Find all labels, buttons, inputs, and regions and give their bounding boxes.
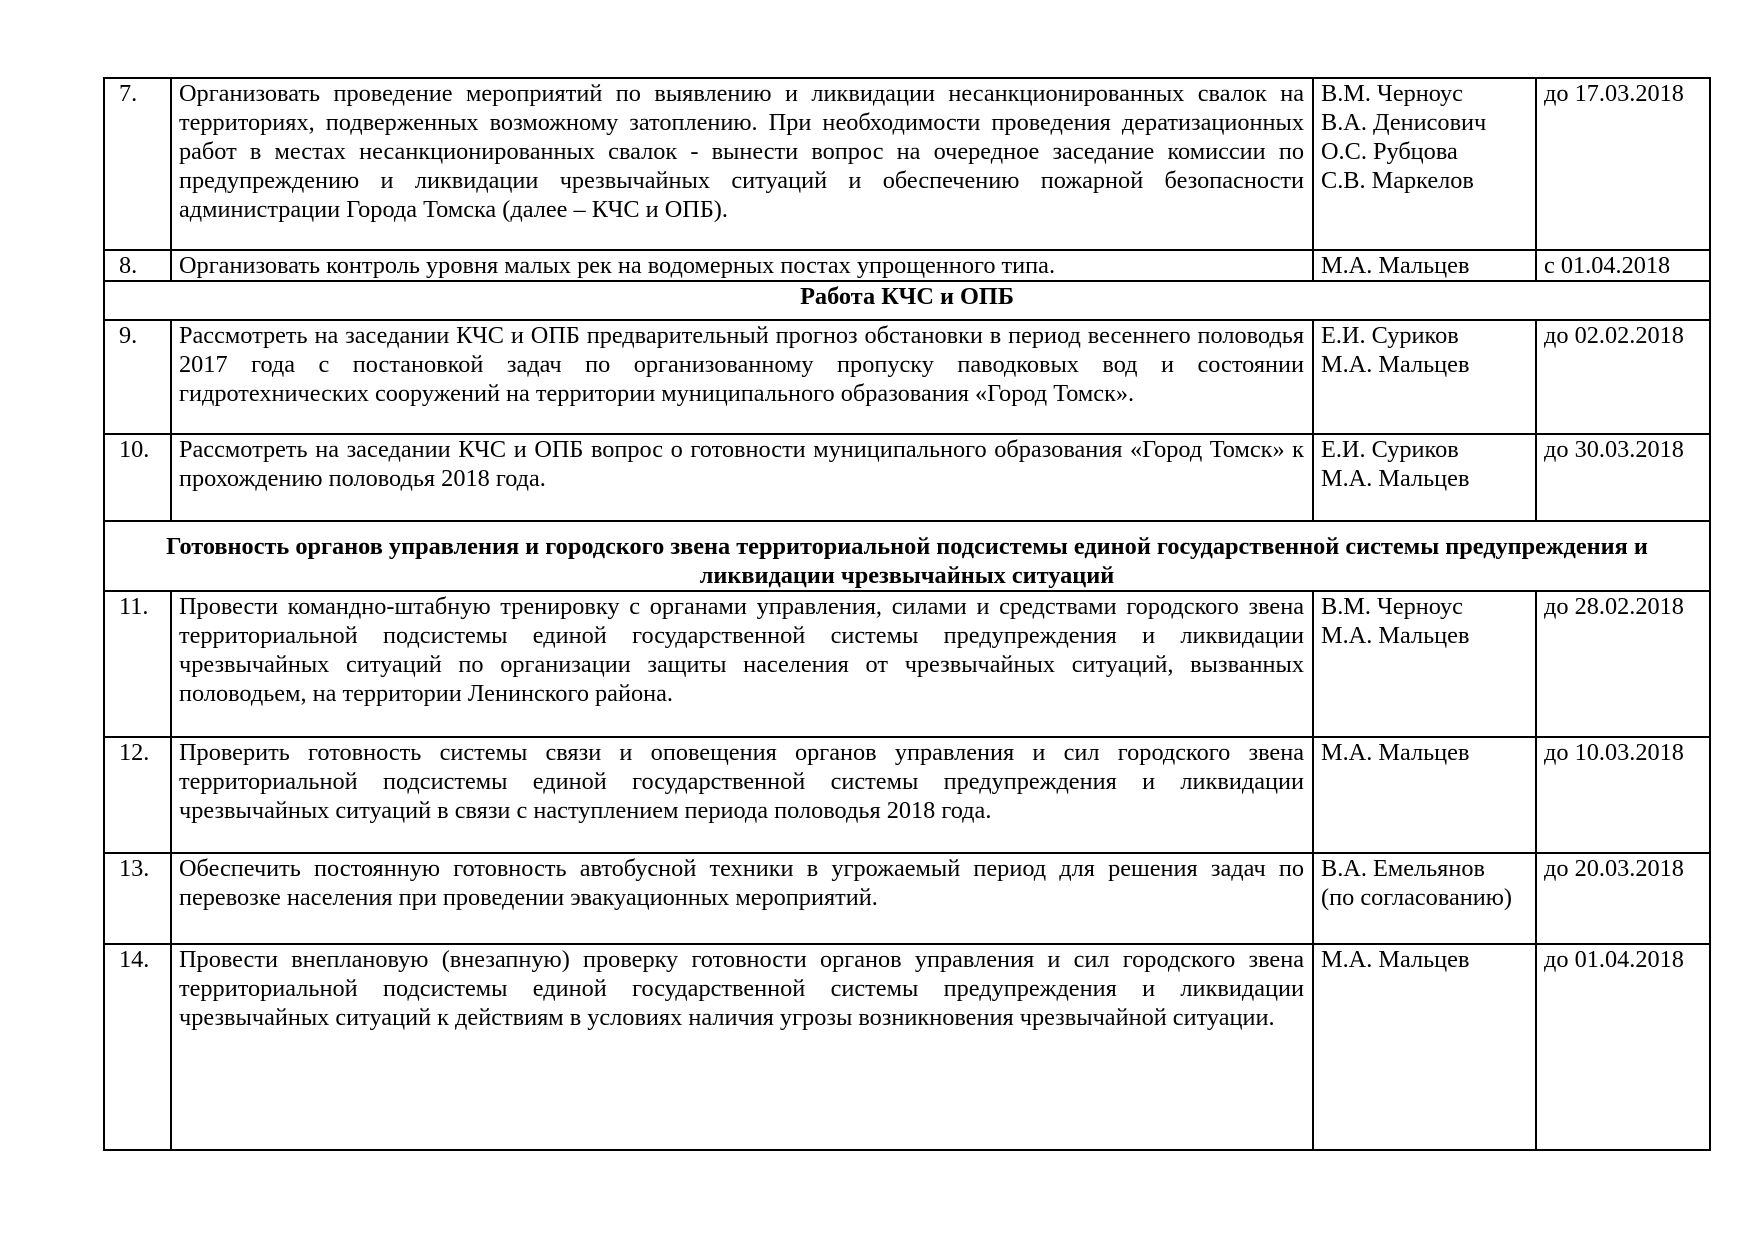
- responsible-name: С.В. Маркелов: [1321, 167, 1474, 194]
- task-text: Проверить готовность системы связи и оповещения органов управления и сил городского звена территориальной подсистемы единой государственной системы предупреждения и ликвидации чрезвычайных ситуаций в связи с наступлением периода половодья 2018 года.: [179, 739, 1304, 824]
- deadline-cell: [1536, 78, 1710, 250]
- row-number: 11.: [119, 593, 149, 620]
- deadline-cell: [1536, 853, 1710, 944]
- deadline: до 17.03.2018: [1544, 80, 1684, 107]
- deadline: до 30.03.2018: [1544, 436, 1684, 463]
- responsible-cell: [1313, 944, 1536, 1150]
- deadline-cell: [1536, 591, 1710, 737]
- row-number: 9.: [119, 322, 138, 349]
- row-number-cell: [104, 78, 171, 250]
- responsible-cell: [1313, 591, 1536, 737]
- responsible-cell: [1313, 320, 1536, 434]
- table-row: [104, 250, 1710, 281]
- responsible-cell: [1313, 737, 1536, 853]
- row-number-cell: [104, 737, 171, 853]
- responsible-name: М.А. Мальцев: [1321, 739, 1470, 766]
- task-cell: [171, 737, 1313, 853]
- row-number: 7.: [119, 80, 138, 107]
- deadline-cell: [1536, 944, 1710, 1150]
- responsible-cell: [1313, 250, 1536, 281]
- responsible-name: (по согласованию): [1321, 884, 1513, 911]
- responsible-name: М.А. Мальцев: [1321, 622, 1470, 649]
- responsible-name: В.А. Емельянов: [1321, 855, 1485, 882]
- measures-table: [103, 77, 1711, 1151]
- responsible-cell: [1313, 434, 1536, 521]
- responsible-name: Е.И. Суриков: [1321, 436, 1459, 463]
- task-text: Организовать проведение мероприятий по выявлению и ликвидации несанкционированных свалок на территориях, подверженных возможному затоплению. При необходимости проведения дератизационных работ в местах несанкционированных свалок - вынести вопрос на очередное заседание комиссии по предупреждению и ликвидации чрезвычайных ситуаций и обеспечению пожарной безопасности администрации Города Томска (далее – КЧС и ОПБ).: [179, 80, 1304, 223]
- task-text: Провести внеплановую (внезапную) проверку готовности органов управления и сил городского звена территориальной подсистемы единой государственной системы предупреждения и ликвидации чрезвычайных ситуаций к действиям в условиях наличия угрозы возникновения чрезвычайной ситуации.: [179, 946, 1304, 1031]
- table-row: [104, 320, 1710, 434]
- task-text: Рассмотреть на заседании КЧС и ОПБ вопрос о готовности муниципального образования «Город Томск» к прохождению половодья 2018 года.: [179, 436, 1304, 492]
- row-number-cell: [104, 320, 171, 434]
- deadline: до 01.04.2018: [1544, 946, 1684, 973]
- table-row: [104, 434, 1710, 521]
- row-number-cell: [104, 434, 171, 521]
- deadline: до 10.03.2018: [1544, 739, 1684, 766]
- section-title: Работа КЧС и ОПБ: [104, 281, 1710, 320]
- row-number-cell: [104, 250, 171, 281]
- table-row: [104, 737, 1710, 853]
- responsible-name: М.А. Мальцев: [1321, 465, 1470, 492]
- deadline-cell: [1536, 320, 1710, 434]
- deadline-cell: [1536, 250, 1710, 281]
- responsible-name: Е.И. Суриков: [1321, 322, 1459, 349]
- task-cell: [171, 434, 1313, 521]
- task-text: Обеспечить постоянную готовность автобусной техники в угрожаемый период для решения задач по перевозке населения при проведении эвакуационных мероприятий.: [179, 855, 1304, 911]
- responsible-name: М.А. Мальцев: [1321, 351, 1470, 378]
- deadline: до 02.02.2018: [1544, 322, 1684, 349]
- row-number-cell: [104, 944, 171, 1150]
- table-row: [104, 944, 1710, 1150]
- responsible-name: В.М. Черноус: [1321, 80, 1463, 107]
- responsible-name: М.А. Мальцев: [1321, 252, 1470, 279]
- deadline: с 01.04.2018: [1544, 252, 1671, 279]
- row-number-cell: [104, 591, 171, 737]
- table-row: [104, 591, 1710, 737]
- responsible-name: В.А. Денисович: [1321, 109, 1487, 136]
- section-header-row: [104, 521, 1710, 591]
- section-title: Готовность органов управления и городского звена территориальной подсистемы единой государственной системы предупреждения и ликвидации чрезвычайных ситуаций: [104, 521, 1710, 591]
- section-header-row: [104, 281, 1710, 320]
- row-number: 12.: [119, 739, 150, 766]
- task-cell: [171, 320, 1313, 434]
- table-row: [104, 78, 1710, 250]
- task-cell: [171, 591, 1313, 737]
- task-cell: [171, 853, 1313, 944]
- responsible-name: В.М. Черноус: [1321, 593, 1463, 620]
- task-text: Провести командно-штабную тренировку с органами управления, силами и средствами городского звена территориальной подсистемы единой государственной системы предупреждения и ликвидации чрезвычайных ситуаций по организации защиты населения от чрезвычайных ситуаций, вызванных половодьем, на территории Ленинского района.: [179, 593, 1304, 707]
- deadline: до 28.02.2018: [1544, 593, 1684, 620]
- responsible-cell: [1313, 78, 1536, 250]
- responsible-cell: [1313, 853, 1536, 944]
- row-number-cell: [104, 853, 171, 944]
- task-text: Организовать контроль уровня малых рек на водомерных постах упрощенного типа.: [179, 252, 1056, 279]
- task-cell: [171, 250, 1313, 281]
- deadline-cell: [1536, 434, 1710, 521]
- task-text: Рассмотреть на заседании КЧС и ОПБ предварительный прогноз обстановки в период весеннего половодья 2017 года с постановкой задач по организованному пропуску паводковых вод и состоянии гидротехнических сооружений на территории муниципального образования «Город Томск».: [179, 322, 1304, 407]
- deadline-cell: [1536, 737, 1710, 853]
- row-number: 8.: [119, 252, 138, 279]
- responsible-name: О.С. Рубцова: [1321, 138, 1458, 165]
- deadline: до 20.03.2018: [1544, 855, 1684, 882]
- row-number: 14.: [119, 946, 150, 973]
- row-number: 13.: [119, 855, 150, 882]
- table-row: [104, 853, 1710, 944]
- task-cell: [171, 944, 1313, 1150]
- row-number: 10.: [119, 436, 150, 463]
- task-cell: [171, 78, 1313, 250]
- responsible-name: М.А. Мальцев: [1321, 946, 1470, 973]
